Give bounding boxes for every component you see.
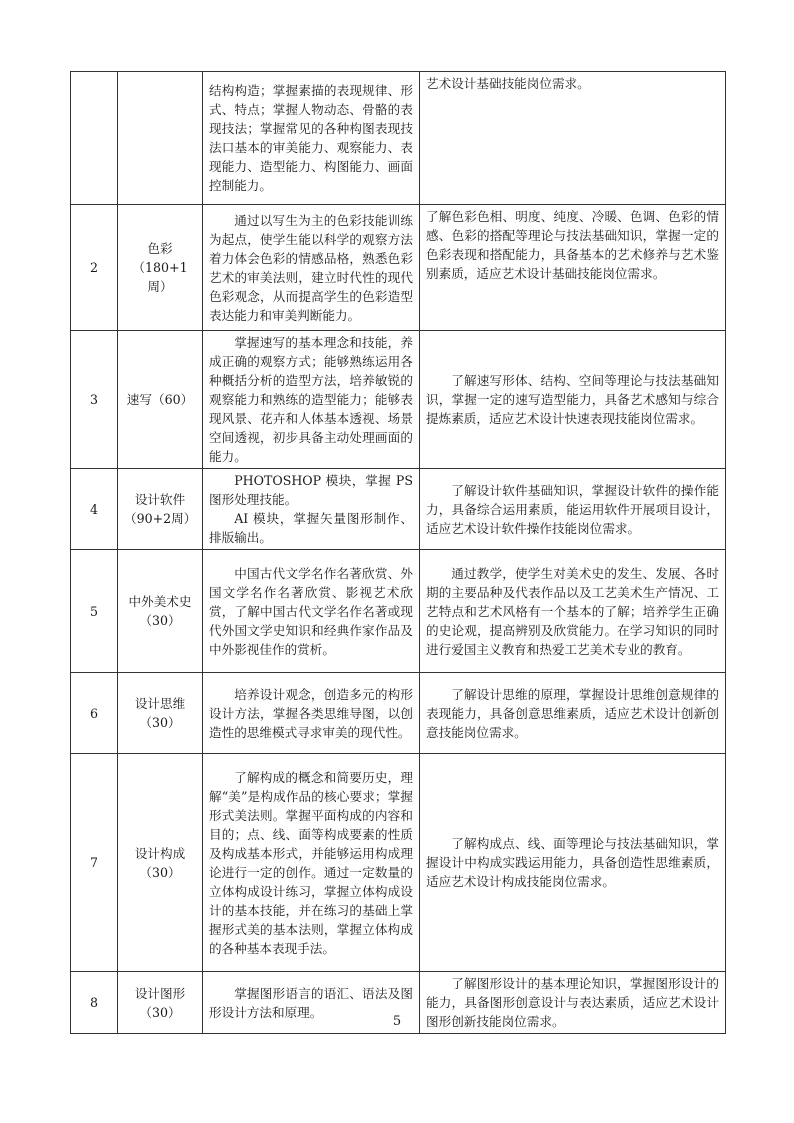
row-number: 8 <box>71 972 118 1034</box>
row-number: 7 <box>71 754 118 972</box>
row-number <box>71 72 118 205</box>
course-name: 设计软件（90+2周） <box>118 469 203 550</box>
course-goal: 了解速写形体、结构、空间等理论与技法基础知识，掌握一定的速写造型能力，具备艺术感知与综合提炼素质，适应艺术设计快速表现技能岗位需求。 <box>420 331 726 469</box>
course-name: 设计思维（30） <box>118 673 203 754</box>
course-table <box>70 71 726 1034</box>
course-content-ai: AI 模块，掌握矢量图形制作、排版输出。 <box>209 511 413 545</box>
course-goal: 通过教学，使学生对美术史的发生、发展、各时期的主要品种及代表作品以及工艺美术生产情况、工艺特点和艺术风格有一个基本的了解；培养学生正确的史论观，提高辨别及欣赏能力。在学习知识的同时进行爱国主义教育和热爱工艺美术专业的教育。 <box>420 550 726 673</box>
course-goal: 艺术设计基础技能岗位需求。 <box>420 72 726 205</box>
course-content: 掌握图形语言的语汇、语法及图形设计方法和原理。 <box>203 972 420 1034</box>
course-goal: 了解设计思维的原理，掌握设计思维创意规律的表现能力，具备创意思维素质，适应艺术设计创新创意技能岗位需求。 <box>420 673 726 754</box>
course-content: 掌握速写的基本理念和技能，养成正确的观察方式；能够熟练运用各种概括分析的造型方法，培养敏锐的观察能力和熟练的造型能力；能够表现风景、花卉和人体基本透视、场景空间透视，初步具备主动处理画面的能力。 <box>203 331 420 469</box>
course-name: 设计构成（30） <box>118 754 203 972</box>
course-name <box>118 72 203 205</box>
course-name: 色彩（180+1周） <box>118 205 203 331</box>
table-row <box>71 331 726 469</box>
course-content <box>203 469 420 550</box>
row-number: 3 <box>71 331 118 469</box>
course-content: 结构构造；掌握素描的表现规律、形式、特点；掌握人物动态、骨骼的表现技法；掌握常见的各种构图表现技法口基本的审美能力、观察能力、表现能力、造型能力、构图能力、画面控制能力。 <box>203 72 420 205</box>
course-name: 设计图形（30） <box>118 972 203 1034</box>
row-number: 6 <box>71 673 118 754</box>
table-row <box>71 754 726 972</box>
course-name: 中外美术史（30） <box>118 550 203 673</box>
table-row <box>71 550 726 673</box>
row-number: 4 <box>71 469 118 550</box>
table-row <box>71 205 726 331</box>
course-goal: 了解图形设计的基本理论知识，掌握图形设计的能力，具备图形创意设计与表达素质，适应艺术设计图形创新技能岗位需求。 <box>420 972 726 1034</box>
course-content: 通过以写生为主的色彩技能训练为起点，使学生能以科学的观察方法着力体会色彩的情感品格，熟悉色彩艺术的审美法则，建立时代性的现代色彩观念，从而提高学生的色彩造型表达能力和审美判断能力。 <box>203 205 420 331</box>
course-content: 中国古代文学名作名著欣赏、外国文学名作名著欣赏、影视艺术欣赏，了解中国古代文学名作名著或现代外国文学史知识和经典作家作品及中外影视佳作的赏析。 <box>203 550 420 673</box>
table-row <box>71 673 726 754</box>
table-row <box>71 72 726 205</box>
course-content: 了解构成的概念和简要历史，理解“美”是构成作品的核心要求；掌握形式美法则。掌握平面构成的内容和目的；点、线、面等构成要素的性质及构成基本形式，并能够运用构成理论进行一定的创作。通过一定数量的立体构成设计练习，掌握立体构成设计的基本技能，并在练习的基础上掌握形式美的基本法则，掌握立体构成的各种基本表现手法。 <box>203 754 420 972</box>
course-name: 速写（60） <box>118 331 203 469</box>
row-number: 5 <box>71 550 118 673</box>
page-number: 5 <box>392 1014 402 1029</box>
course-goal: 了解色彩色相、明度、纯度、冷暖、色调、色彩的情感、色彩的搭配等理论与技法基础知识，掌握一定的色彩表现和搭配能力，具备基本的艺术修养与艺术鉴别素质，适应艺术设计基础技能岗位需求。 <box>420 205 726 331</box>
course-goal: 了解构成点、线、面等理论与技法基础知识，掌握设计中构成实践运用能力，具备创造性思维素质，适应艺术设计构成技能岗位需求。 <box>420 754 726 972</box>
course-content: 培养设计观念，创造多元的构形设计方法，掌握各类思维导图，以创造性的思维模式寻求审美的现代性。 <box>203 673 420 754</box>
course-goal: 了解设计软件基础知识，掌握设计软件的操作能力，具备综合运用素质，能运用软件开展项目设计，适应艺术设计软件操作技能岗位需求。 <box>420 469 726 550</box>
row-number: 2 <box>71 205 118 331</box>
table-row <box>71 469 726 550</box>
course-content-ps: PHOTOSHOP 模块，掌握 PS 图形处理技能。 <box>209 473 413 507</box>
